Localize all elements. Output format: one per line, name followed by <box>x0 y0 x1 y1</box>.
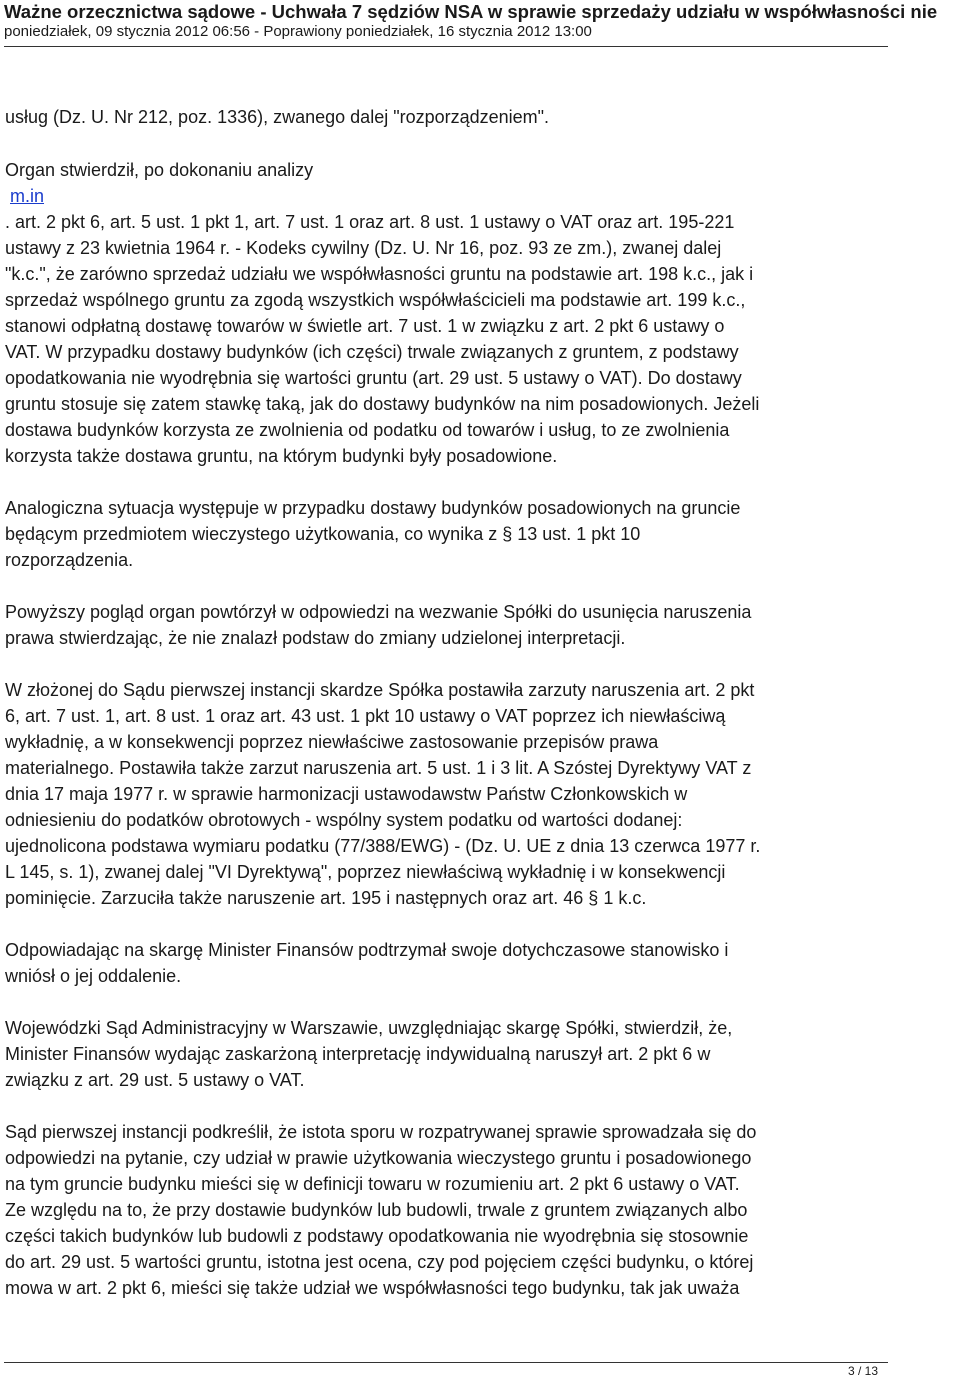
page-number: 3 / 13 <box>847 1364 878 1378</box>
body-line: VAT. W przypadku dostawy budynków (ich części) trwale związanych z gruntem, z podstawy <box>5 342 739 362</box>
body-line: Minister Finansów wydając zaskarżoną interpretację indywidualną naruszył art. 2 pkt 6 w <box>5 1044 711 1064</box>
body-line: do art. 29 ust. 5 wartości gruntu, istotna jest ocena, czy pod pojęciem części budynku, o której <box>5 1252 754 1272</box>
body-line: na tym gruncie budynku mieści się w definicji towaru w rozumieniu art. 2 pkt 6 ustawy o VAT. <box>5 1174 740 1194</box>
body-line: Odpowiadając na skargę Minister Finansów podtrzymał swoje dotychczasowe stanowisko i <box>5 940 729 960</box>
body-line: . art. 2 pkt 6, art. 5 ust. 1 pkt 1, art. 7 ust. 1 oraz art. 8 ust. 1 ustawy o VAT oraz art. 195-221 <box>5 212 735 232</box>
body-line: usług (Dz. U. Nr 212, poz. 1336), zwanego dalej "rozporządzeniem". <box>5 107 550 127</box>
document-title: Ważne orzecznictwa sądowe - Uchwała 7 sędziów NSA w sprawie sprzedaży udziału w współwłasności nie <box>4 1 938 22</box>
document-header <box>4 0 960 48</box>
body-line: sprzedaż wspólnego gruntu za zgodą wszystkich współwłaścicieli ma podstawie art. 199 k.c., <box>5 290 746 310</box>
body-line: związku z art. 29 ust. 5 ustawy o VAT. <box>5 1070 305 1090</box>
body-line: ujednolicona podstawa wymiaru podatku (77/388/EWG) - (Dz. U. UE z dnia 13 czerwca 1977 r. <box>5 836 761 856</box>
body-line: mowa w art. 2 pkt 6, mieści się także udział we współwłasności tego budynku, tak jak uważa <box>5 1278 740 1298</box>
body-line: części takich budynków lub budowli z podstawy opodatkowania nie wyodrębnia się stosownie <box>5 1226 749 1246</box>
body-line: ustawy z 23 kwietnia 1964 r. - Kodeks cywilny (Dz. U. Nr 16, poz. 93 ze zm.), zwanej dalej <box>5 238 722 258</box>
body-line: Wojewódzki Sąd Administracyjny w Warszawie, uwzględniając skargę Spółki, stwierdził, że, <box>5 1018 733 1038</box>
body-line: odniesieniu do podatków obrotowych - wspólny system podatku od wartości dodanej: <box>5 810 683 830</box>
body-line: Ze względu na to, że przy dostawie budynków lub budowli, trwale z gruntem związanych albo <box>5 1200 748 1220</box>
body-line: Organ stwierdził, po dokonaniu analizy <box>5 160 314 180</box>
body-line: Sąd pierwszej instancji podkreślił, że istota sporu w rozpatrywanej sprawie sprowadzała się do <box>5 1122 757 1142</box>
body-line: "k.c.", że zarówno sprzedaż udziału we współwłasności gruntu na podstawie art. 198 k.c., jak i <box>5 264 754 284</box>
body-line: pominięcie. Zarzuciła także naruszenie art. 195 i następnych oraz art. 46 § 1 k.c. <box>5 888 647 908</box>
body-line: prawa stwierdzając, że nie znalazł podstaw do zmiany udzielonej interpretacji. <box>5 628 626 648</box>
body-line: rozporządzenia. <box>5 550 134 570</box>
body-line: opodatkowania nie wyodrębnia się wartości gruntu (art. 29 ust. 5 ustawy o VAT). Do dostawy <box>5 368 742 388</box>
body-line: gruntu stosuje się zatem stawkę taką, jak do dostawy budynków na nim posadowionych. Jeżeli <box>5 394 760 414</box>
body-line: dnia 17 maja 1977 r. w sprawie harmonizacji ustawodawstw Państw Członkowskich w <box>5 784 688 804</box>
body-line: będącym przedmiotem wieczystego użytkowania, co wynika z § 13 ust. 1 pkt 10 <box>5 524 641 544</box>
body-line: korzysta także dostawa gruntu, na którym budynki były posadowione. <box>5 446 558 466</box>
inline-link[interactable]: m.in <box>10 186 45 206</box>
body-line: wykładnię, a w konsekwencji poprzez niewłaściwe zastosowanie przepisów prawa <box>5 732 659 752</box>
body-line: 6, art. 7 ust. 1, art. 8 ust. 1 oraz art. 43 ust. 1 pkt 10 ustawy o VAT poprzez ich niewłaściwą <box>5 706 726 726</box>
footer-divider <box>4 1362 888 1363</box>
body-line: W złożonej do Sądu pierwszej instancji skardze Spółka postawiła zarzuty naruszenia art. 2 pkt <box>5 680 755 700</box>
body-line: Powyższy pogląd organ powtórzył w odpowiedzi na wezwanie Spółki do usunięcia naruszenia <box>5 602 752 622</box>
body-line: Analogiczna sytuacja występuje w przypadku dostawy budynków posadowionych na gruncie <box>5 498 741 518</box>
body-line: stanowi odpłatną dostawę towarów w świetle art. 7 ust. 1 w związku z art. 2 pkt 6 ustawy o <box>5 316 725 336</box>
body-line: odpowiedzi na pytanie, czy udział w prawie użytkowania wieczystego gruntu i posadowionego <box>5 1148 752 1168</box>
body-line: L 145, s. 1), zwanej dalej "VI Dyrektywą", poprzez niewłaściwą wykładnię i w konsekwencji <box>5 862 726 882</box>
body-line: dostawa budynków korzysta ze zwolnienia od podatku od towarów i usług, to ze zwolnienia <box>5 420 730 440</box>
header-divider <box>4 46 888 47</box>
document-date-line: poniedziałek, 09 stycznia 2012 06:56 - Poprawiony poniedziałek, 16 stycznia 2012 13:00 <box>4 23 592 40</box>
body-line: materialnego. Postawiła także zarzut naruszenia art. 5 ust. 1 i 3 lit. A Szóstej Dyrektywy VAT z <box>5 758 752 778</box>
body-line: wniósł o jej oddalenie. <box>5 966 182 986</box>
